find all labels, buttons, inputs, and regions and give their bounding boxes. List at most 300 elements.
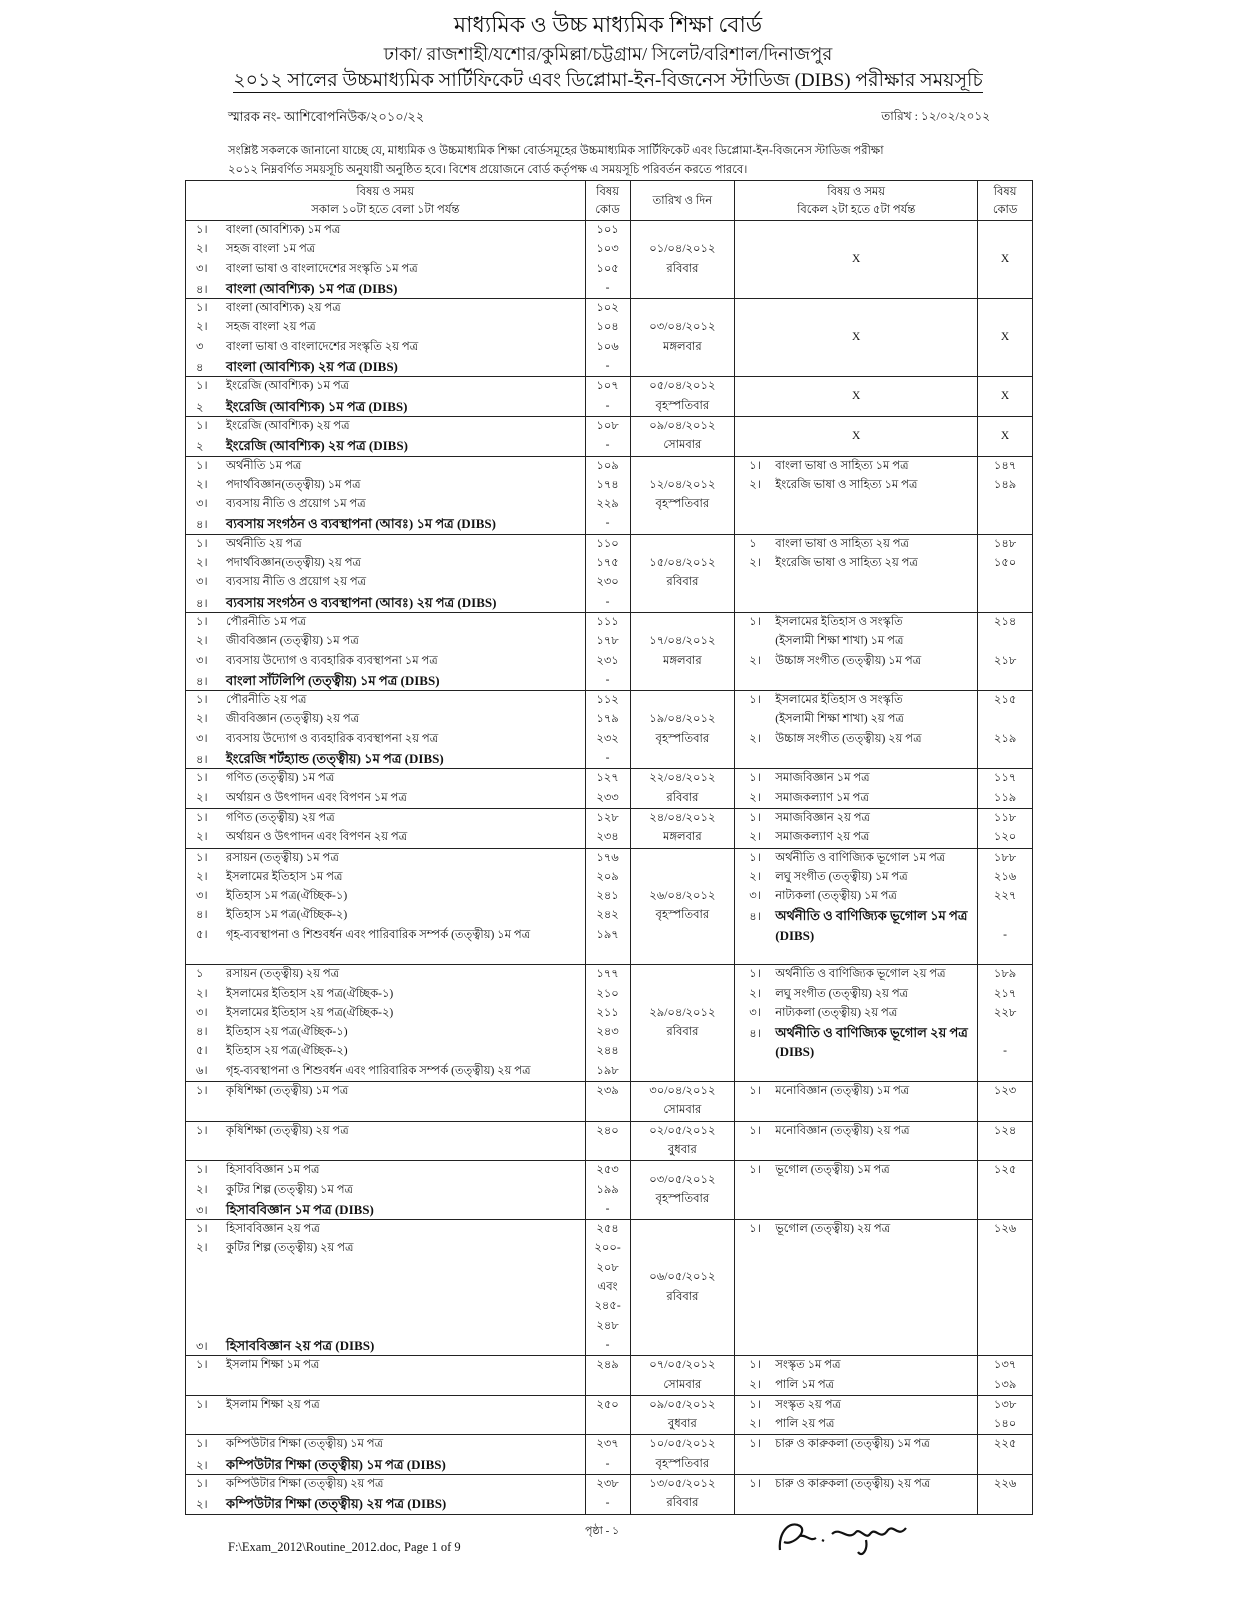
morning-codes — [585, 1082, 630, 1122]
afternoon-subjects — [735, 1395, 978, 1435]
subject-code: ২৫৩ — [596, 1164, 619, 1177]
subject-code: ১৭৯ — [596, 713, 619, 726]
subject-name: ব্যবসায় নীতি ও প্রয়োগ ১ম পত্র — [226, 498, 366, 511]
exam-schedule-table — [185, 180, 1033, 1515]
header-date-day: তারিখ ও দিন — [630, 181, 735, 221]
exam-date: ১৩/০৫/২০১২ — [649, 1478, 716, 1491]
subject-code: ১৪০ — [993, 1418, 1017, 1431]
morning-codes — [585, 534, 630, 612]
table-header-row — [186, 181, 1033, 221]
subject-code: ১৮৯ — [993, 968, 1017, 981]
subject-name: হিসাববিজ্ঞান ২য় পত্র — [226, 1223, 320, 1236]
subject-line — [186, 1356, 585, 1375]
subject-line — [735, 1435, 977, 1454]
subject-name: লঘু সংগীত (তত্ত্বীয়) ১ম পত্র — [775, 870, 908, 883]
subject-line — [735, 1396, 977, 1415]
subject-line — [186, 436, 585, 455]
subject-line — [735, 1042, 977, 1061]
item-number: ৪। — [196, 909, 208, 922]
subject-line — [186, 1475, 585, 1494]
exam-date-day — [630, 612, 735, 690]
subject-code: - — [605, 399, 610, 412]
subject-name: চারু ও কারুকলা (তত্ত্বীয়) ১ম পত্র — [775, 1438, 930, 1451]
subject-code: ১০২ — [596, 302, 619, 315]
subject-line — [735, 1376, 977, 1395]
item-number: ২। — [196, 987, 208, 1000]
subject-name: সহজ বাংলা ২য় পত্র — [226, 321, 316, 334]
subject-code: ১০১ — [596, 224, 619, 236]
header-morning-time: সকাল ১০টা হতে বেলা ১টা পর্যন্ত — [311, 203, 460, 216]
subject-name: সহজ বাংলা ১ম পত্র — [226, 243, 316, 256]
subject-code: ১১০ — [596, 537, 619, 550]
item-number: ১। — [196, 1223, 208, 1236]
subject-code: ২৩৪ — [596, 831, 619, 844]
subject-code: ১২৭ — [596, 772, 619, 785]
subject-name: অর্থনীতি ও বাণিজ্যিক ভূগোল ১ম পত্র — [775, 851, 946, 864]
header-afternoon — [735, 181, 978, 221]
exam-date: ০৫/০৪/২০১২ — [649, 380, 716, 393]
schedule-row — [186, 1082, 1033, 1122]
item-number: ৪। — [749, 911, 761, 924]
item-number: ১। — [196, 419, 208, 432]
item-number: ২। — [749, 791, 761, 804]
subject-code: ২১১ — [596, 1006, 619, 1019]
schedule-row — [186, 1435, 1033, 1475]
subject-code: ১২৫ — [993, 1164, 1017, 1177]
item-number: ৪। — [196, 675, 208, 688]
item-number: ১। — [749, 1164, 761, 1177]
item-number: ৩। — [196, 1340, 208, 1353]
subject-line — [186, 828, 585, 847]
exam-date-day — [630, 1082, 735, 1122]
subject-code: ১০৪ — [596, 321, 619, 334]
exam-date-day — [630, 1395, 735, 1435]
exam-date-day — [630, 456, 735, 534]
subject-name: ইসলাম শিক্ষা ২য় পত্র — [226, 1398, 320, 1411]
item-number: ১। — [196, 811, 208, 824]
subject-code: ১৭৪ — [596, 478, 619, 491]
subject-line — [186, 318, 585, 337]
subject-line — [186, 769, 585, 788]
subject-line — [186, 849, 585, 868]
subject-name: বাংলা (আবশ্যিক) ২য় পত্র (DIBS) — [226, 359, 398, 375]
subject-code: ২১০ — [596, 987, 619, 1000]
subject-line — [186, 789, 585, 808]
subject-name: নাট্যকলা (তত্ত্বীয়) ২য় পত্র — [775, 1006, 898, 1019]
exam-day: রবিবার — [666, 1290, 699, 1303]
morning-subjects — [186, 769, 586, 809]
afternoon-none: X — [735, 377, 978, 417]
subject-line — [735, 730, 977, 749]
subject-name: ইসলামের ইতিহাস ১ম পত্র — [226, 870, 343, 883]
subject-line — [735, 632, 977, 651]
intro-line-1: সংশ্লিষ্ট সকলকে জানানো যাচ্ছে যে, মাধ্যমিক ও উচ্চমাধ্যমিক শিক্ষা বোর্ডসমূহের উচ্চমাধ্যমিক সার্টিফিকেট এবং ডিপ্লোমা-ইন-বিজনেস স্টাডিজ পরীক্ষা — [228, 145, 884, 157]
exam-date-day — [630, 1121, 735, 1161]
subject-code: ২৩০ — [596, 576, 619, 589]
schedule-row — [186, 1161, 1033, 1220]
afternoon-none: X — [735, 416, 978, 456]
morning-subjects — [186, 1121, 586, 1161]
exam-day: সোমবার — [663, 439, 702, 452]
subject-line — [186, 1455, 585, 1474]
memo-number: স্মারক নং- আশিবোপনিউক/২০১০/২২ — [228, 109, 425, 124]
morning-subjects — [186, 1435, 586, 1475]
morning-subjects — [186, 1220, 586, 1356]
exam-day: মঙ্গলবার — [663, 340, 702, 353]
item-number: ১। — [196, 380, 208, 393]
afternoon-subjects — [735, 769, 978, 809]
subject-code: - — [605, 1497, 610, 1510]
exam-date: ০৯/০৪/২০১২ — [649, 419, 716, 432]
subject-code: ১২৮ — [596, 811, 619, 824]
item-number: ২। — [196, 1242, 208, 1255]
document-title — [0, 66, 1226, 98]
afternoon-codes — [978, 808, 1033, 848]
item-number: ৩। — [196, 498, 208, 511]
subject-name: (ইসলামী শিক্ষা শাখা) ২য় পত্র — [775, 713, 904, 726]
subject-code: ২৪৫- — [594, 1300, 621, 1313]
item-number: ১। — [196, 694, 208, 707]
subject-line — [186, 926, 585, 945]
subject-name: ইসলামের ইতিহাস ও সংস্কৃতি — [775, 694, 903, 707]
subject-code: ১০৬ — [596, 340, 619, 353]
subject-line — [186, 260, 585, 279]
item-number: ১। — [196, 1359, 208, 1372]
afternoon-subjects — [735, 456, 978, 534]
subject-code: ১২০ — [993, 831, 1017, 844]
subject-line — [186, 749, 585, 768]
subject-code: - — [605, 1338, 610, 1351]
exam-date-day — [630, 808, 735, 848]
subject-name: গৃহ-ব্যবস্থাপনা ও শিশুবর্ধন এবং পারিবারিক সম্পর্ক (তত্ত্বীয়) ১ম পত্র — [226, 928, 531, 941]
subject-line — [186, 377, 585, 396]
subject-name: ব্যবসায় উদ্যোগ ও ব্যবহারিক ব্যবস্থাপনা ২য় পত্র — [226, 732, 439, 745]
subject-line — [186, 1317, 585, 1336]
subject-code: ২১৯ — [993, 732, 1017, 745]
afternoon-code-none: X — [978, 221, 1033, 299]
item-number: ১। — [196, 851, 208, 864]
subject-line — [735, 535, 977, 554]
item-number: ১। — [749, 1398, 761, 1411]
item-number: ২। — [749, 1378, 761, 1391]
exam-day: বৃহস্পতিবার — [655, 732, 710, 745]
subject-code: ১১৭ — [993, 772, 1017, 785]
subject-line — [186, 357, 585, 376]
header-code-right — [978, 181, 1033, 221]
subject-name: মনোবিজ্ঞান (তত্ত্বীয়) ১ম পত্র — [775, 1085, 910, 1098]
subject-code: ২২৫ — [993, 1438, 1017, 1451]
subject-name: হিসাববিজ্ঞান ২য় পত্র (DIBS) — [226, 1337, 375, 1353]
subject-name: সংস্কৃত ২য় পত্র — [775, 1398, 841, 1411]
subject-code — [978, 1023, 1032, 1042]
exam-day: রবিবার — [666, 576, 699, 589]
subject-code: ২৪২ — [596, 909, 619, 922]
exam-date: ২৯/০৪/২০১২ — [649, 1006, 716, 1019]
item-number: ১ — [749, 537, 757, 550]
exam-date-day — [630, 299, 735, 377]
afternoon-codes — [978, 1475, 1033, 1515]
subject-line — [735, 849, 977, 868]
item-number: ১ — [196, 968, 204, 981]
subject-code: - — [1003, 928, 1007, 941]
item-number: ১। — [196, 772, 208, 785]
header-code-label: কোড — [992, 203, 1018, 216]
subject-code: ১১১ — [596, 615, 619, 628]
subject-line — [735, 652, 977, 671]
subject-code — [586, 1376, 630, 1395]
morning-subjects — [186, 808, 586, 848]
schedule-row — [186, 299, 1033, 377]
subject-code: ১১৮ — [993, 811, 1017, 824]
subject-code: ১৪৭ — [993, 459, 1017, 472]
subject-name: মনোবিজ্ঞান (তত্ত্বীয়) ২য় পত্র — [775, 1124, 910, 1137]
exam-date-day — [630, 1356, 735, 1396]
item-number: ৫। — [196, 1045, 208, 1058]
subject-name: ভূগোল (তত্ত্বীয়) ২য় পত্র — [775, 1223, 891, 1236]
subject-code: ১০৮ — [596, 419, 619, 432]
subject-line — [186, 1141, 585, 1160]
item-number: ৪। — [749, 1028, 761, 1041]
subject-code: ১০৩ — [596, 243, 619, 256]
subject-line — [735, 1023, 977, 1042]
subject-name: কৃষিশিক্ষা (তত্ত্বীয়) ২য় পত্র — [226, 1124, 349, 1137]
subject-line — [186, 476, 585, 495]
subject-line — [186, 1435, 585, 1454]
item-number: ৩। — [196, 262, 208, 275]
subject-line — [186, 1161, 585, 1180]
afternoon-codes — [978, 612, 1033, 690]
subject-line — [186, 457, 585, 476]
afternoon-subjects — [735, 612, 978, 690]
subject-code: ১৭৭ — [596, 968, 619, 981]
subject-name: ইংরেজি ভাষা ও সাহিত্য ২য় পত্র — [775, 557, 918, 570]
item-number: ২। — [196, 478, 208, 491]
subject-name: বাংলা ভাষা ও বাংলাদেশের সংস্কৃতি ২য় পত্র — [226, 340, 419, 353]
subject-code: ২৩১ — [596, 654, 619, 667]
subject-line — [186, 495, 585, 514]
subject-code: ২৩৭ — [596, 1438, 619, 1451]
subject-code: ১৫০ — [993, 557, 1017, 570]
header-afternoon-time: বিকেল ২টা হতে ৫টা পর্যন্ত — [797, 203, 916, 216]
item-number: ২। — [196, 557, 208, 570]
subject-name: ইসলামের ইতিহাস ২য় পত্র(ঐচ্ছিক-২) — [226, 1006, 394, 1019]
item-number: ১। — [749, 615, 761, 628]
afternoon-subjects — [735, 1435, 978, 1475]
subject-code: ১১২ — [596, 694, 619, 707]
item-number: ২। — [749, 732, 761, 745]
subject-name: বাংলা ভাষা ও বাংলাদেশের সংস্কৃতি ১ম পত্র — [226, 262, 418, 275]
exam-date: ০৩/০৫/২০১২ — [649, 1173, 716, 1186]
afternoon-subjects — [735, 965, 978, 1082]
subject-line — [186, 652, 585, 671]
exam-day: বুধবার — [667, 1418, 697, 1431]
item-number: ১। — [749, 968, 761, 981]
schedule-row — [186, 534, 1033, 612]
item-number: ১। — [749, 1223, 761, 1236]
morning-subjects — [186, 612, 586, 690]
exam-day: বৃহস্পতিবার — [655, 1457, 710, 1470]
subject-name: গণিত (তত্ত্বীয়) ২য় পত্র — [226, 811, 335, 824]
subject-line — [186, 906, 585, 925]
schedule-row — [186, 612, 1033, 690]
afternoon-codes — [978, 1121, 1033, 1161]
afternoon-code-none: X — [978, 377, 1033, 417]
item-number: ১। — [749, 459, 761, 472]
exam-date: ০৬/০৫/২০১২ — [649, 1271, 716, 1284]
subject-name: (DIBS) — [775, 1044, 815, 1060]
subject-code: ১২৪ — [993, 1124, 1017, 1137]
subject-name: বাংলা (আবশ্যিক) ১ম পত্র (DIBS) — [226, 280, 398, 296]
schedule-row — [186, 1220, 1033, 1356]
subject-line — [186, 1082, 585, 1101]
subject-line — [735, 613, 977, 632]
exam-date: ২৬/০৪/২০১২ — [649, 890, 716, 903]
subject-line — [186, 965, 585, 984]
item-number: ২। — [196, 1183, 208, 1196]
morning-subjects — [186, 534, 586, 612]
afternoon-subjects — [735, 1475, 978, 1515]
subject-code: ১৩৮ — [993, 1398, 1017, 1411]
intro-line-2: ২০১২ নিম্নবর্ণিত সময়সূচি অনুযায়ী অনুষ্ঠিত হবে। বিশেষ প্রয়োজনে বোর্ড কর্তৃপক্ষ এ সময়সূচি পরিবর্তন করতে পারবে। — [228, 164, 748, 176]
morning-codes — [585, 221, 630, 299]
afternoon-subjects — [735, 1161, 978, 1220]
exam-date-day — [630, 221, 735, 299]
morning-subjects — [186, 456, 586, 534]
exam-day: রবিবার — [666, 791, 699, 804]
subject-line — [735, 985, 977, 1004]
subject-name: বাংলা ভাষা ও সাহিত্য ২য় পত্র — [775, 537, 909, 550]
subject-code: ২১৪ — [993, 615, 1017, 628]
subject-line — [186, 1101, 585, 1120]
subject-line — [186, 240, 585, 259]
item-number: ২ — [196, 401, 204, 414]
subject-code: ২২৬ — [993, 1478, 1017, 1491]
subject-name: গণিত (তত্ত্বীয়) ১ম পত্র — [226, 772, 335, 785]
issue-date: তারিখ : ১২/০২/২০১২ — [881, 109, 990, 123]
exam-date: ০১/০৪/২০১২ — [649, 243, 716, 256]
subject-code: ২১৬ — [993, 870, 1017, 883]
schedule-row — [186, 808, 1033, 848]
subject-name: (DIBS) — [775, 927, 815, 943]
subject-line — [186, 1062, 585, 1081]
subject-name: কম্পিউটার শিক্ষা (তত্ত্বীয়) ২য় পত্র — [226, 1478, 384, 1491]
header-code-label: বিষয় — [993, 185, 1017, 198]
item-number: ৩। — [749, 1006, 761, 1019]
subject-name: অর্থনীতি ও বাণিজ্যিক ভূগোল ২য় পত্র — [775, 968, 946, 981]
item-number: ২ — [196, 441, 204, 454]
subject-line — [735, 710, 977, 729]
item-number: ৪। — [196, 1026, 208, 1039]
subject-code: ২৪১ — [596, 890, 619, 903]
exam-date-day — [630, 1161, 735, 1220]
item-number: ২। — [749, 478, 761, 491]
subject-code: ১৮৮ — [993, 851, 1017, 864]
exam-date: ০২/০৫/২০১২ — [649, 1124, 716, 1137]
subject-name: ইংরেজি (আবশ্যিক) ১ম পত্র (DIBS) — [226, 398, 408, 414]
item-number: ১। — [196, 1085, 208, 1098]
subject-name: পালি ২য় পত্র — [775, 1418, 835, 1431]
morning-codes — [585, 691, 630, 769]
exam-day: রবিবার — [666, 262, 699, 275]
morning-subjects — [186, 377, 586, 417]
schedule-row — [186, 1121, 1033, 1161]
subject-name: জীববিজ্ঞান (তত্ত্বীয়) ২য় পত্র — [226, 713, 360, 726]
header-code-label: কোড — [595, 203, 620, 216]
schedule-row — [186, 1395, 1033, 1435]
subject-code: ১০৫ — [596, 262, 619, 275]
morning-codes — [585, 808, 630, 848]
subject-code: ১৪৮ — [993, 537, 1017, 550]
item-number: ১। — [749, 1438, 761, 1451]
item-number: ২। — [196, 635, 208, 648]
morning-subjects — [186, 1082, 586, 1122]
item-number: ২। — [749, 987, 761, 1000]
subject-name: চারু ও কারুকলা (তত্ত্বীয়) ২য় পত্র — [775, 1478, 931, 1491]
subject-code: ১৭৫ — [596, 557, 619, 570]
subject-name: ইংরেজি শর্টহ্যান্ড (তত্ত্বীয়) ১ম পত্র (DIBS) — [226, 751, 444, 767]
subject-line — [735, 789, 977, 808]
subject-line — [735, 1475, 977, 1494]
exam-day: সোমবার — [663, 1104, 702, 1117]
subject-code: ২৩২ — [596, 732, 619, 745]
subject-code: ১৭৮ — [596, 635, 619, 648]
exam-date-day — [630, 1475, 735, 1515]
subject-line — [186, 1200, 585, 1219]
morning-codes — [585, 965, 630, 1082]
subject-line — [186, 535, 585, 554]
subject-code: ২৪৩ — [596, 1026, 619, 1039]
subject-name: সমাজকল্যাণ ২য় পত্র — [775, 831, 870, 844]
subject-line — [186, 417, 585, 436]
exam-date: ০৭/০৫/২০১২ — [649, 1359, 716, 1372]
subject-line — [735, 457, 977, 476]
subject-line — [186, 1239, 585, 1258]
morning-codes — [585, 1435, 630, 1475]
subject-line — [186, 1042, 585, 1061]
afternoon-subjects — [735, 691, 978, 769]
afternoon-codes — [978, 1220, 1033, 1356]
subject-line — [186, 868, 585, 887]
afternoon-codes — [978, 1082, 1033, 1122]
item-number: ৩। — [749, 890, 761, 903]
item-number: ১। — [749, 1478, 761, 1491]
subject-code: ২২৮ — [993, 1006, 1017, 1019]
subject-name: রসায়ন (তত্ত্বীয়) ১ম পত্র — [226, 851, 339, 864]
item-number: ১। — [196, 615, 208, 628]
signature — [770, 1512, 930, 1567]
schedule-row — [186, 1356, 1033, 1396]
subject-code: ২৩৩ — [596, 791, 619, 804]
item-number: ২। — [749, 1418, 761, 1431]
header-afternoon-title: বিষয় ও সময় — [827, 185, 886, 198]
item-number: ১। — [196, 1478, 208, 1491]
subject-line — [186, 632, 585, 651]
subject-code: - — [605, 752, 610, 765]
subject-line — [186, 887, 585, 906]
afternoon-codes — [978, 1435, 1033, 1475]
afternoon-codes — [978, 848, 1033, 965]
subject-name: ইসলাম শিক্ষা ১ম পত্র — [226, 1359, 320, 1372]
subject-code: ১১৯ — [993, 791, 1017, 804]
subject-name: সমাজবিজ্ঞান ২য় পত্র — [775, 811, 870, 824]
exam-date: ১৯/০৪/২০১২ — [649, 713, 716, 726]
subject-line — [735, 926, 977, 945]
item-number: ২। — [749, 870, 761, 883]
item-number: ১। — [196, 1124, 208, 1137]
subject-name: লঘু সংগীত (তত্ত্বীয়) ২য় পত্র — [775, 987, 909, 1000]
subject-code: - — [605, 360, 610, 373]
subject-name: কুটির শিল্প (তত্ত্বীয়) ১ম পত্র — [226, 1183, 353, 1196]
